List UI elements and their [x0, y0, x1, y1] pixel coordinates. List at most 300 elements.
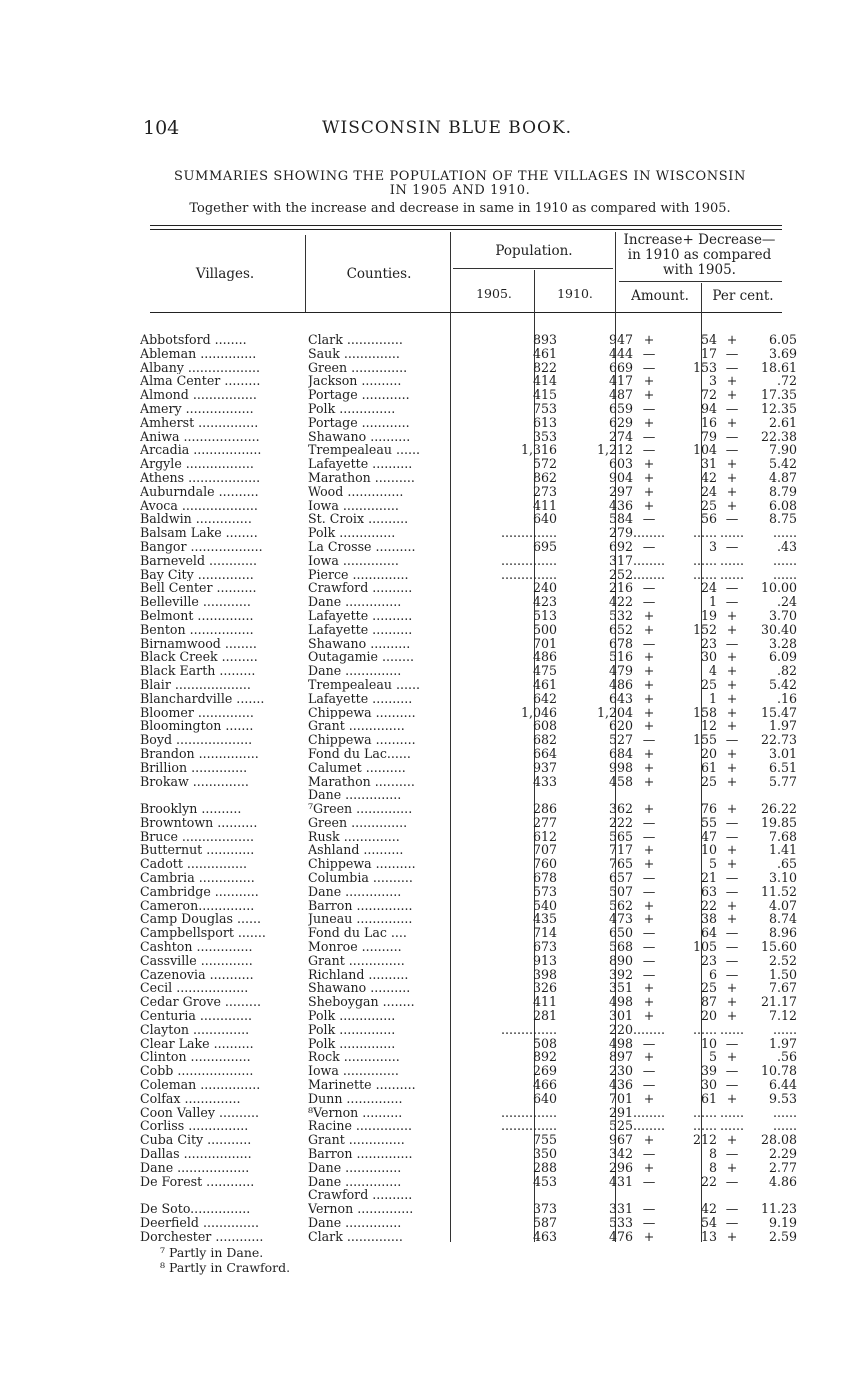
county-name: Green ..............	[308, 815, 408, 830]
table-row	[140, 1009, 797, 1023]
village-name: Cuba City ...........	[140, 1133, 252, 1148]
percent-change: 12.35	[760, 401, 798, 416]
percent-sign: —	[725, 636, 739, 651]
population-1905: 608	[532, 719, 557, 734]
table-row	[140, 788, 797, 802]
change-amount: 30	[701, 1078, 718, 1092]
table-row	[140, 554, 797, 568]
change-amount: 64	[701, 926, 718, 941]
percent-change: ......	[773, 1105, 798, 1120]
increase-sign: +	[643, 843, 655, 858]
village-name: Corliss ...............	[140, 1119, 249, 1134]
village-name: Cassville .............	[140, 953, 253, 968]
percent-change	[747, 788, 797, 802]
percent-sign: ......	[720, 1119, 745, 1134]
village-name: Dallas .................	[140, 1147, 252, 1161]
percent-sign: +	[726, 1009, 738, 1023]
population-1905	[453, 788, 557, 802]
change-amount: 5	[709, 1050, 718, 1065]
percent-change: 7.12	[768, 1009, 798, 1023]
change-amount: 104	[692, 443, 718, 458]
percent-sign: +	[726, 691, 738, 706]
population-1905: 755	[532, 1133, 557, 1148]
county-name: Clark ..............	[308, 1229, 403, 1244]
population-1910: 216	[608, 581, 633, 596]
percent-sign: +	[726, 650, 738, 665]
population-1910: 431	[608, 1174, 633, 1189]
percent-change: 2.52	[768, 953, 798, 968]
table-row	[140, 719, 797, 733]
county-name: Juneau ..............	[308, 912, 413, 927]
percent-sign: —	[725, 953, 739, 968]
population-1905: 461	[532, 346, 557, 361]
percent-change: 1.97	[768, 1036, 798, 1051]
change-amount: 79	[701, 429, 718, 444]
village-name: Cambridge ...........	[140, 884, 259, 899]
percent-change: 6.08	[768, 498, 798, 513]
village-name	[140, 1188, 308, 1202]
percent-change: 9.19	[768, 1216, 798, 1230]
population-1905: 1,046	[520, 705, 557, 720]
increase-sign: +	[643, 608, 655, 623]
village-name: Clayton ..............	[140, 1022, 250, 1037]
population-1910: 998	[608, 760, 633, 775]
header-villages: Villages.	[195, 266, 255, 282]
change-amount: 3	[709, 539, 718, 554]
village-name: Blair ...................	[140, 677, 251, 692]
population-1910	[557, 1188, 633, 1202]
percent-change: ......	[773, 1022, 798, 1037]
population-1905: 435	[532, 912, 557, 927]
population-table	[140, 333, 797, 1244]
population-1910: 565	[608, 829, 633, 844]
increase-sign: +	[643, 1009, 655, 1023]
percent-change: 2.61	[768, 415, 798, 430]
population-1905: 373	[532, 1202, 557, 1216]
change-amount: 212	[692, 1133, 718, 1148]
change-amount: 5	[709, 857, 718, 872]
village-name: Blanchardville .......	[140, 691, 265, 706]
percent-change: 11.23	[760, 1202, 798, 1216]
population-1905: ..............	[500, 1105, 557, 1120]
percent-change: 4.07	[768, 898, 798, 913]
increase-sign: +	[643, 374, 655, 389]
population-1910: 657	[608, 871, 633, 885]
percent-sign: —	[725, 815, 739, 830]
village-name: Brokaw ..............	[140, 774, 249, 789]
percent-change: 15.60	[760, 940, 798, 954]
population-1910: 479	[608, 664, 633, 678]
county-name: Marinette ..........	[308, 1078, 416, 1092]
percent-change: 6.09	[768, 650, 798, 665]
percent-sign: +	[726, 470, 738, 485]
village-name: Belleville ............	[140, 595, 251, 609]
population-1905: 411	[532, 995, 557, 1010]
population-1905: 466	[532, 1078, 557, 1092]
percent-sign: +	[726, 857, 738, 872]
percent-change: 22.38	[760, 429, 798, 444]
county-name: Dane ..............	[308, 884, 402, 899]
population-1905: 913	[532, 953, 557, 968]
village-name: Coon Valley ..........	[140, 1105, 260, 1120]
increase-sign: —	[642, 953, 656, 968]
increase-sign: —	[642, 1064, 656, 1079]
increase-sign: —	[642, 884, 656, 899]
percent-change: .24	[777, 595, 798, 609]
population-1905: 281	[532, 1009, 557, 1023]
village-name: Aniwa ...................	[140, 429, 260, 444]
county-name: Shawano ..........	[308, 429, 411, 444]
county-name: Trempealeau ......	[308, 443, 420, 458]
table-row	[140, 402, 797, 416]
table-row	[140, 885, 797, 899]
county-name: Lafayette ..........	[308, 457, 413, 471]
county-name: Racine ..............	[308, 1119, 412, 1134]
population-1910: 669	[608, 360, 633, 375]
population-1905: 937	[532, 760, 557, 775]
population-1910: 301	[608, 1009, 633, 1023]
percent-sign: +	[726, 333, 738, 347]
table-row	[140, 1147, 797, 1161]
population-1905: 398	[532, 967, 557, 982]
population-1910: 1,212	[596, 443, 633, 458]
county-name: Grant ..............	[308, 719, 405, 734]
village-name: Dorchester ............	[140, 1229, 264, 1244]
population-1905: 414	[532, 374, 557, 389]
increase-sign: +	[643, 470, 655, 485]
table-row	[140, 388, 797, 402]
village-name: De Soto...............	[140, 1202, 251, 1216]
county-name: Shawano ..........	[308, 981, 411, 996]
population-1910: 417	[608, 374, 633, 389]
village-name: Benton ................	[140, 622, 254, 637]
increase-sign	[633, 788, 665, 802]
population-1905: 286	[532, 802, 557, 816]
percent-sign: —	[725, 595, 739, 609]
change-amount: 20	[701, 1009, 718, 1023]
percent-sign: +	[726, 760, 738, 775]
population-1910: 351	[608, 981, 633, 996]
village-name: Argyle .................	[140, 457, 254, 471]
change-amount: 42	[701, 470, 718, 485]
percent-change: 3.70	[768, 608, 798, 623]
change-amount: 23	[701, 636, 718, 651]
increase-sign: —	[642, 443, 656, 458]
population-1905: 573	[532, 884, 557, 899]
change-amount: 22	[701, 898, 718, 913]
change-amount	[665, 1188, 717, 1202]
increase-sign: ........	[633, 1119, 666, 1134]
village-name: Almond ................	[140, 388, 257, 402]
population-1910: 279	[608, 526, 633, 540]
table-row	[140, 706, 797, 720]
population-1905: 1,316	[520, 443, 557, 458]
percent-change: 8.75	[768, 512, 798, 527]
county-name: Barron ..............	[308, 1147, 413, 1161]
village-name: Cobb ...................	[140, 1064, 254, 1079]
county-name: Monroe ..........	[308, 940, 402, 954]
table-row	[140, 692, 797, 706]
county-name: Lafayette ..........	[308, 608, 413, 623]
percent-sign: —	[725, 967, 739, 982]
change-amount: 17	[701, 346, 718, 361]
percent-sign: —	[725, 1174, 739, 1189]
table-row	[140, 443, 797, 457]
table-title-line-1: SUMMARIES SHOWING THE POPULATION OF THE VILLAGES IN WISCONSIN	[174, 169, 746, 184]
top-rule	[150, 225, 782, 226]
change-amount: 39	[701, 1064, 718, 1079]
county-name: Vernon ..............	[308, 1202, 414, 1216]
change-amount: 47	[701, 829, 718, 844]
population-1905: ..............	[500, 526, 557, 540]
increase-sign: +	[643, 802, 655, 816]
increase-sign: ........	[633, 1022, 666, 1037]
percent-sign: —	[725, 346, 739, 361]
percent-sign: —	[725, 1202, 739, 1216]
header-divider-1	[305, 235, 306, 312]
population-1905: 423	[532, 595, 557, 609]
county-name: Richland ..........	[308, 967, 409, 982]
increase-sign: —	[642, 1036, 656, 1051]
change-amount: 25	[701, 981, 718, 996]
increase-sign: —	[642, 940, 656, 954]
change-amount: 63	[701, 884, 718, 899]
population-1910: 684	[608, 746, 633, 761]
population-1910: 947	[608, 333, 633, 347]
population-1905: 682	[532, 733, 557, 747]
percent-sign: +	[726, 1050, 738, 1065]
county-name: Portage ............	[308, 388, 410, 402]
county-name: Polk ..............	[308, 1022, 396, 1037]
village-name: Bloomington .......	[140, 719, 254, 734]
change-amount: 54	[701, 1216, 718, 1230]
village-name: Butternut ............	[140, 843, 255, 858]
county-name: Lafayette ..........	[308, 691, 413, 706]
population-1910: 904	[608, 470, 633, 485]
percent-change: 6.44	[768, 1078, 798, 1092]
population-1905: 540	[532, 898, 557, 913]
percent-sign: +	[726, 622, 738, 637]
population-1910: 422	[608, 595, 633, 609]
village-name: Abbotsford ........	[140, 333, 247, 347]
table-row	[140, 457, 797, 471]
table-row	[140, 333, 797, 347]
village-name: Bay City ..............	[140, 567, 254, 582]
change-amount: 61	[701, 1091, 718, 1106]
percent-change: 28.08	[760, 1133, 798, 1148]
header-1905: 1905.	[476, 286, 512, 301]
population-1910: 487	[608, 388, 633, 402]
percent-sign: —	[725, 1078, 739, 1092]
change-amount: 42	[701, 1202, 718, 1216]
percent-change: .65	[777, 857, 798, 872]
population-1905: 673	[532, 940, 557, 954]
percent-sign: —	[725, 401, 739, 416]
village-name: Brooklyn ..........	[140, 802, 242, 816]
percent-sign: —	[725, 884, 739, 899]
percent-sign: +	[726, 774, 738, 789]
village-name: Bangor ..................	[140, 539, 263, 554]
county-name: Dane ..............	[308, 595, 402, 609]
increase-sign: —	[642, 733, 656, 747]
population-1905: 415	[532, 388, 557, 402]
village-name: Albany ..................	[140, 360, 260, 375]
percent-change: 11.52	[760, 884, 798, 899]
village-name: Auburndale ..........	[140, 484, 259, 499]
increase-sign: —	[642, 871, 656, 885]
county-name: Grant ..............	[308, 953, 405, 968]
percent-sign: +	[726, 388, 738, 402]
village-name: Campbellsport .......	[140, 926, 266, 941]
header-counties: Counties.	[346, 266, 412, 282]
change-amount: ......	[693, 1105, 718, 1120]
increase-sign: +	[643, 981, 655, 996]
change-amount: 13	[701, 1229, 718, 1244]
table-row	[140, 595, 797, 609]
population-1905: 695	[532, 539, 557, 554]
county-name: Jackson ..........	[308, 374, 402, 389]
population-1905: 701	[532, 636, 557, 651]
increase-sign: +	[643, 1091, 655, 1106]
village-name: Coleman ...............	[140, 1078, 261, 1092]
percent-sign: —	[725, 940, 739, 954]
change-amount: ......	[693, 567, 718, 582]
percent-change: .43	[777, 539, 798, 554]
county-name: Marathon ..........	[308, 470, 415, 485]
change-amount: 105	[692, 940, 718, 954]
percent-sign: +	[726, 484, 738, 499]
population-1905: 678	[532, 871, 557, 885]
village-name: Cadott ...............	[140, 857, 247, 872]
percent-change: 6.51	[768, 760, 798, 775]
population-1905: 486	[532, 650, 557, 665]
percent-change: 21.17	[760, 995, 798, 1010]
county-name: Lafayette ..........	[308, 622, 413, 637]
population-1905: ..............	[500, 1119, 557, 1134]
page-number: 104	[143, 117, 180, 139]
percent-sign: —	[725, 1036, 739, 1051]
change-amount: 25	[701, 498, 718, 513]
county-name: Iowa ..............	[308, 553, 399, 568]
table-row	[140, 1216, 797, 1230]
increase-sign: —	[642, 346, 656, 361]
percent-sign: —	[725, 871, 739, 885]
top-rule-2	[150, 229, 782, 230]
population-1910: 692	[608, 539, 633, 554]
county-name: Polk ..............	[308, 526, 396, 540]
change-amount: 155	[692, 733, 718, 747]
table-subtitle: Together with the increase and decrease in same in 1910 as compared with 1905.	[189, 201, 731, 216]
village-name: Brillion ..............	[140, 760, 248, 775]
county-name: St. Croix ..........	[308, 512, 409, 527]
county-name: Barron ..............	[308, 898, 413, 913]
county-name: Ashland ..........	[308, 843, 404, 858]
population-1910: 291	[608, 1105, 633, 1120]
population-1910: 342	[608, 1147, 633, 1161]
percent-change: ......	[773, 553, 798, 568]
population-1910	[557, 788, 633, 802]
village-name: Bell Center ..........	[140, 581, 257, 596]
change-amount: 16	[701, 415, 718, 430]
table-row	[140, 430, 797, 444]
population-1910: 317	[608, 553, 633, 568]
change-amount: 87	[701, 995, 718, 1010]
increase-sign: ........	[633, 567, 666, 582]
table-title-line-2: IN 1905 AND 1910.	[389, 183, 531, 198]
header-percent: Per cent.	[712, 288, 774, 304]
percent-change: 5.42	[768, 677, 798, 692]
county-name: Calumet ..........	[308, 760, 406, 775]
change-rule	[619, 281, 782, 282]
percent-sign: +	[726, 802, 738, 816]
village-name: Cambria ..............	[140, 871, 255, 885]
table-row	[140, 499, 797, 513]
increase-sign: +	[643, 650, 655, 665]
table-row	[140, 581, 797, 595]
increase-sign: —	[642, 1174, 656, 1189]
percent-sign: —	[725, 733, 739, 747]
change-amount: ......	[693, 1119, 718, 1134]
increase-sign: +	[643, 774, 655, 789]
village-name: Ableman ..............	[140, 346, 257, 361]
population-1905: 513	[532, 608, 557, 623]
population-1910: 230	[608, 1064, 633, 1079]
percent-sign: +	[726, 912, 738, 927]
table-row	[140, 899, 797, 913]
increase-sign: +	[643, 677, 655, 692]
percent-change: 8.96	[768, 926, 798, 941]
percent-sign: —	[725, 360, 739, 375]
population-1910: 527	[608, 733, 633, 747]
percent-sign: +	[726, 457, 738, 471]
percent-change: 3.01	[768, 746, 798, 761]
change-amount: 20	[701, 746, 718, 761]
table-row	[140, 623, 797, 637]
village-name: Bloomer ..............	[140, 705, 254, 720]
percent-change: .72	[777, 374, 798, 389]
increase-sign: +	[643, 333, 655, 347]
percent-sign: —	[725, 829, 739, 844]
table-row	[140, 761, 797, 775]
village-name: Clinton ...............	[140, 1050, 251, 1065]
header-change-line-3: with 1905.	[663, 262, 736, 278]
change-amount: 72	[701, 388, 718, 402]
village-name: Amherst ...............	[140, 415, 259, 430]
population-table-body	[140, 333, 797, 1244]
change-amount: 153	[692, 360, 718, 375]
county-name: Fond du Lac ....	[308, 926, 407, 941]
village-name: Black Earth .........	[140, 664, 256, 678]
village-name: Cazenovia ...........	[140, 967, 254, 982]
change-amount: 31	[701, 457, 718, 471]
population-1910: 525	[608, 1119, 633, 1134]
table-row	[140, 747, 797, 761]
change-amount: ......	[693, 526, 718, 540]
increase-sign: +	[643, 415, 655, 430]
population-1910: 436	[608, 1078, 633, 1092]
population-1905: ..............	[500, 553, 557, 568]
increase-sign: +	[643, 746, 655, 761]
percent-change: 4.87	[768, 470, 798, 485]
population-1905: 288	[532, 1160, 557, 1175]
population-rule	[453, 268, 613, 269]
village-name: Bruce ..................	[140, 829, 254, 844]
table-row	[140, 1064, 797, 1078]
population-1910: 1,204	[596, 705, 633, 720]
table-row	[140, 347, 797, 361]
change-amount: 3	[709, 374, 718, 389]
percent-change: 7.68	[768, 829, 798, 844]
